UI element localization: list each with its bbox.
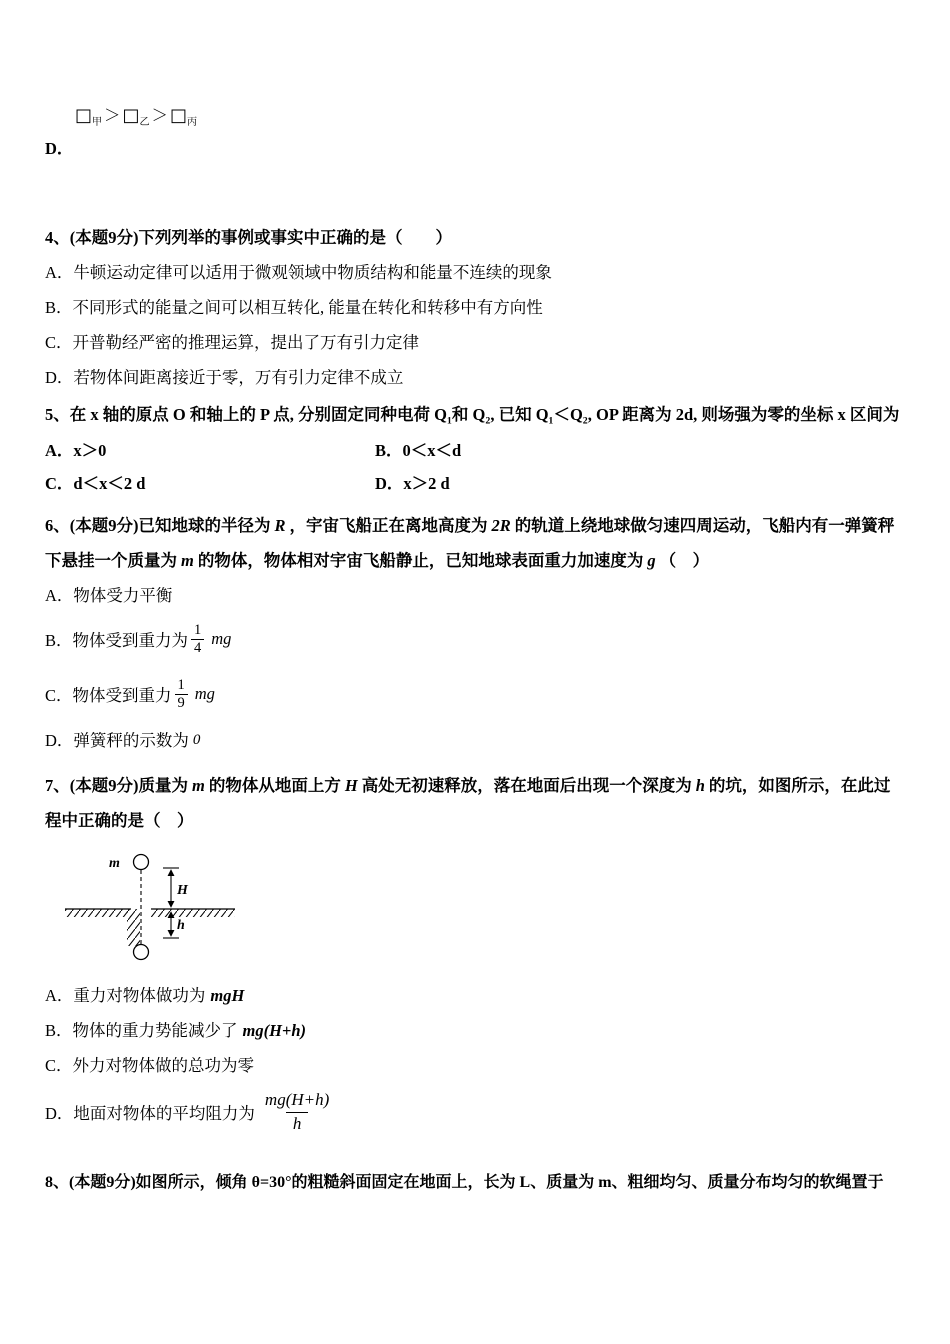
q7-option-a-math: mgH — [210, 986, 245, 1005]
q6-stem — [45, 508, 905, 578]
q7-stem-text-3: 高处无初速释放，落在地面后出现一个深度为 — [361, 776, 692, 795]
fraction-denominator: 4 — [191, 639, 204, 657]
q6-option-d — [45, 723, 905, 758]
greater-than-sign-2: ＞ — [151, 106, 169, 125]
figure-mass-label: m — [109, 856, 120, 871]
q6-stem-text-1: 6、(本题9分)已知地球的半径为 — [45, 516, 271, 535]
q7-option-c: C．外力对物体做的总功为零 — [45, 1056, 255, 1075]
q6-option-a: A．物体受力平衡 — [45, 586, 173, 605]
figure-height-label: H — [177, 883, 188, 898]
q6-option-c-fraction — [175, 677, 188, 711]
greater-than-sign-1: ＞ — [104, 106, 121, 125]
q7-stem-text-1: 7、(本题9分)质量为 — [45, 776, 188, 795]
q6-stem-text-2: ，宇宙飞船正在离地高度为 — [289, 516, 488, 535]
q7-stem-text-4: 的坑，如图所示，在此过程中正确的是（ ） — [45, 776, 891, 830]
q7-stem — [45, 768, 905, 838]
q6-option-b — [45, 613, 905, 665]
question-3-tail — [45, 103, 905, 162]
q6-option-d-zero: 0 — [192, 732, 201, 748]
q7-option-b — [45, 1013, 905, 1048]
question-5 — [45, 397, 905, 500]
ball-in-pit — [134, 945, 149, 960]
q7-stem-var-h: h — [695, 776, 705, 795]
q4-option-c: C．开普勒经严密的推理运算，提出了万有引力定律 — [45, 333, 420, 352]
q4-stem: 4、(本题9分)下列列举的事例或事实中正确的是（ ） — [45, 228, 452, 247]
q7-option-b-text: B．物体的重力势能减少了 — [45, 1021, 238, 1040]
q6-stem-var-2R: 2R — [491, 516, 511, 535]
q5-option-c: C．d＜x＜2 d — [45, 474, 146, 493]
q7-option-d-fraction — [258, 1090, 336, 1133]
formula-subscript-3: 丙 — [187, 117, 198, 128]
fraction-denominator: h — [286, 1112, 309, 1134]
question-8 — [45, 1165, 905, 1200]
fraction-numerator: mg(H+h) — [264, 1090, 330, 1110]
q6-option-c — [45, 665, 905, 723]
q7-stem-text-2: 的物体从地面上方 — [208, 776, 341, 795]
q5-options — [45, 434, 905, 500]
q7-figure — [65, 848, 235, 974]
q4-option-b: B．不同形式的能量之间可以相互转化, 能量在转化和转移中有方向性 — [45, 298, 543, 317]
missing-glyph-box-3: □ — [170, 105, 188, 126]
fraction-numerator: 1 — [194, 621, 202, 638]
q6-option-c-text: C．物体受到重力 — [45, 686, 172, 705]
q6-stem-text-3: 的轨道上绕地球做匀速四周运动，飞船内有一弹簧秤下悬挂一个质量为 — [45, 516, 895, 570]
ball-above-ground — [134, 855, 149, 870]
ground-hatch-left — [65, 909, 131, 917]
q7-option-d-text: D．地面对物体的平均阻力为 — [45, 1104, 255, 1123]
q6-stem-var-g: g — [647, 551, 656, 570]
q6-option-c-mg: mg — [194, 684, 215, 703]
q5-option-b: B．0＜x＜d — [375, 441, 462, 460]
figure-depth-label: h — [177, 918, 185, 933]
question-6 — [45, 508, 905, 758]
q3-option-d-formula — [75, 103, 905, 136]
q7-option-d — [45, 1083, 905, 1141]
q6-option-b-mg: mg — [211, 629, 232, 648]
q7-option-a — [45, 978, 905, 1013]
q6-option-b-text: B．物体受到重力为 — [45, 631, 189, 650]
q8-stem: 8、(本题9分)如图所示，倾角 θ=30°的粗糙斜面固定在地面上，长为 L、质量为 m、粗细均匀、质量分布均匀的软绳置于 — [45, 1174, 884, 1191]
q6-stem-text-4: 的物体，物体相对宇宙飞船静止，已知地球表面重力加速度为 — [197, 551, 644, 570]
missing-glyph-box-1: □ — [75, 105, 93, 126]
q5-option-d: D．x＞2 d — [375, 474, 450, 493]
q6-stem-var-m: m — [181, 551, 194, 570]
q5-stem: 5、在 x 轴的原点 O 和轴上的 P 点, 分别固定同种电荷 Q₁和 Q₂, 已知 Q₁＜Q₂, OP 距离为 2d, 则场强为零的坐标 x 区间为 — [45, 405, 900, 424]
ground-hatch-right — [151, 909, 235, 917]
q7-option-a-text: A．重力对物体做功为 — [45, 986, 206, 1005]
q6-stem-var-R: R — [274, 516, 286, 535]
question-4 — [45, 220, 905, 395]
fraction-numerator: 1 — [177, 676, 185, 693]
pit-wall-hatch — [127, 909, 140, 946]
formula-subscript-1: 甲 — [92, 117, 103, 128]
q5-option-a: A．x＞0 — [45, 441, 107, 460]
q3-option-d-label: D． — [45, 139, 74, 158]
question-7 — [45, 768, 905, 1141]
q6-option-b-fraction — [191, 622, 204, 656]
formula-subscript-2: 乙 — [139, 117, 150, 128]
q7-stem-var-H: H — [344, 776, 358, 795]
q7-stem-var-m: m — [192, 776, 205, 795]
q4-option-a: A．牛顿运动定律可以适用于微观领域中物质结构和能量不连续的现象 — [45, 263, 552, 282]
fraction-denominator: 9 — [175, 694, 188, 712]
missing-glyph-box-2: □ — [122, 105, 140, 126]
q6-stem-text-5: （ ） — [659, 551, 710, 570]
q4-option-d: D．若物体间距离接近于零，万有引力定律不成立 — [45, 368, 404, 387]
q7-option-b-math: mg(H+h) — [242, 1021, 307, 1040]
q6-option-d-text: D．弹簧秤的示数为 — [45, 731, 189, 750]
